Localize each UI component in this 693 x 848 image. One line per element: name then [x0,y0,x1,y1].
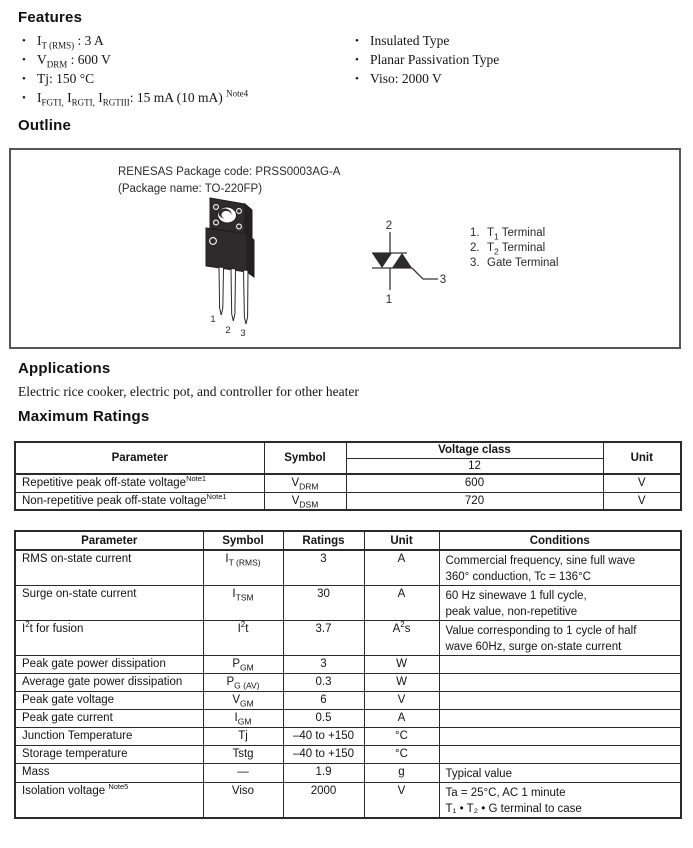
features-list-left [22,33,248,109]
rating-cell: –40 to +150 [283,728,364,746]
subscript: RGTIII [102,97,130,108]
text: Terminal [498,227,546,239]
param-cell [15,621,203,656]
text: : 600 V [67,52,111,67]
bullet-icon: • [355,35,359,47]
package-name-line: (Package name: TO-220FP) [118,183,263,195]
feature-item [22,33,248,52]
param-cell [15,492,264,510]
unit-cell: A [364,710,439,728]
text: Tstg [232,748,254,760]
text: 3. [470,257,480,269]
text: T [487,242,495,254]
condition-line: T₁ • T₂ • G terminal to case [445,803,582,815]
subscript: DRM [46,59,68,70]
text: P [232,658,240,670]
feature-item [22,52,248,71]
applications-heading: Applications [18,360,111,377]
gate-lead [412,268,438,279]
text: Storage temperature [22,748,128,760]
outline-box [9,148,681,349]
rating-cell: –40 to +150 [283,746,364,764]
rating-cell: 2000 [283,783,364,819]
table-row [15,492,681,510]
feature-item [355,52,499,71]
unit-cell: g [364,764,439,783]
symbol-cell [203,728,283,746]
feature-text [37,71,94,87]
text: Gate Terminal [487,257,559,269]
feature-text [37,52,111,68]
table-row [15,710,681,728]
subscript: G (AV) [234,680,260,691]
rating-cell: 0.5 [283,710,364,728]
col-header-parameter: Parameter [15,531,203,550]
text: Mass [22,766,50,778]
text: I [94,90,103,105]
feature-text [37,33,104,49]
text: I [234,712,238,724]
param-cell [15,656,203,674]
bullet-icon: • [22,73,26,85]
col-header-unit: Unit [364,531,439,550]
gate-label: 3 [439,274,447,286]
feature-item [22,71,248,90]
rating-cell: 6 [283,692,364,710]
rating-cell: 3.7 [283,621,364,656]
voltage-class-value: 12 [346,458,603,474]
param-cell [15,764,203,783]
bullet-icon: • [22,92,26,104]
text: : 3 A [74,33,104,48]
conditions-cell [439,586,681,621]
bullet-icon: • [355,54,359,66]
conditions-cell [439,621,681,656]
feature-text: Insulated Type [370,33,450,48]
text: t for fusion [29,623,84,635]
text: Viso [231,785,255,797]
text: : 15 mA (10 mA) [129,90,227,105]
condition-line: Value corresponding to 1 cycle of half [445,625,637,637]
col-header-symbol: Symbol [203,531,283,550]
text: s [404,623,411,635]
text: I [232,588,236,600]
conditions-cell [439,656,681,674]
pin-3 [244,270,249,324]
package-drawing [196,190,258,342]
text: 2. [470,242,480,254]
bullet-icon: • [22,35,26,47]
features-heading: Features [18,9,83,26]
symbol-cell [203,764,283,783]
text: Repetitive peak off-state voltage [22,477,187,490]
table-row [15,621,681,656]
text: Terminal [498,242,546,254]
subscript: T (RMS) [41,40,75,51]
exponent: 2 [240,620,246,630]
condition-line: Typical value [445,768,512,780]
text: 1. [470,227,480,239]
subscript: GM [239,698,254,709]
subscript: T (RMS) [228,557,261,568]
conditions-cell [439,764,681,783]
rating-cell: 1.9 [283,764,364,783]
text: I [225,553,229,565]
unit-cell [364,621,439,656]
subscript: RGTI, [71,97,95,108]
conditions-cell [439,728,681,746]
feature-text: Planar Passivation Type [370,52,500,67]
conditions-cell [439,746,681,764]
subscript: DSM [299,499,319,510]
param-cell [15,710,203,728]
rating-cell: 3 [283,656,364,674]
symbol-cell [203,674,283,692]
unit-cell: V [364,692,439,710]
note-superscript: Note1 [186,474,207,484]
conditions-cell [439,692,681,710]
feature-text: Viso: 2000 V [370,71,442,86]
exponent: 2 [25,620,30,630]
maximum-ratings-table [14,530,682,819]
text: Peak gate power dissipation [22,658,166,670]
bullet-icon: • [22,54,26,66]
condition-line: peak value, non-repetitive [445,606,578,618]
triangle-down [372,253,392,268]
text: V [232,694,240,706]
col-header-ratings: Ratings [283,531,364,550]
subscript: DRM [299,481,319,492]
value-cell: 600 [346,474,603,492]
text: Tj: 150 °C [37,71,95,86]
col-header-voltage-class: Voltage class [346,442,603,458]
text: I [63,90,72,105]
rating-cell: 3 [283,550,364,586]
rating-cell: 30 [283,586,364,621]
text: P [226,676,235,688]
unit-cell: V [364,783,439,819]
text: I [22,623,26,635]
unit-cell: V [603,474,681,492]
voltage-class-table [14,441,682,511]
text: Average gate power dissipation [22,676,183,688]
condition-line: wave 60Hz, surge on-state current [445,641,622,653]
text: I [37,90,42,105]
table-row [15,783,681,819]
table-row [15,764,681,783]
text: Tj [238,730,248,742]
subscript: 2 [494,246,499,257]
condition-line: Commercial frequency, sine full wave [445,555,636,567]
condition-line: 60 Hz sinewave 1 full cycle, [445,590,587,602]
terminal-legend-item [470,256,558,271]
feature-item [355,71,499,90]
param-cell [15,728,203,746]
terminal-2-label: 2 [385,220,393,232]
text: RMS on-state current [22,553,132,565]
unit-cell [364,586,439,621]
text: Junction Temperature [22,730,133,742]
text: V [37,52,47,67]
text: V [291,477,300,490]
symbol-cell [203,746,283,764]
unit-cell: °C [364,746,439,764]
terminal-legend [470,226,558,271]
unit-cell: V [603,492,681,510]
bullet-icon: • [355,73,359,85]
text: Peak gate current [22,712,113,724]
feature-item [355,33,499,52]
text: I [37,33,42,48]
value-cell: 720 [346,492,603,510]
subscript: GM [239,662,254,673]
text: Peak gate voltage [22,694,115,706]
applications-body: Electric rice cooker, electric pot, and controller for other heater [18,384,359,399]
condition-line: Ta = 25°C, AC 1 minute [445,787,566,799]
conditions-cell [439,783,681,819]
unit-cell: W [364,656,439,674]
param-cell [15,692,203,710]
unit-cell: °C [364,728,439,746]
terminal-1-label: 1 [385,294,393,306]
package-body [206,228,247,272]
pin-label: 1 [210,314,216,325]
exponent: 2 [400,620,405,630]
text: V [291,494,300,507]
unit-cell [364,550,439,586]
conditions-cell [439,674,681,692]
pin-label: 3 [240,328,246,339]
param-cell [15,550,203,586]
symbol-cell [203,692,283,710]
symbol-cell [203,656,283,674]
conditions-cell [439,710,681,728]
maximum-ratings-heading: Maximum Ratings [18,408,150,425]
text: A [397,553,406,565]
triac-symbol-icon [360,215,450,307]
symbol-cell [203,710,283,728]
text: Non-repetitive peak off-state voltage [22,494,207,507]
symbol-cell [203,621,283,656]
table-row [15,674,681,692]
table-row [15,550,681,586]
terminal-legend-item [470,226,558,241]
note-superscript: Note5 [108,782,129,792]
note-superscript: Note1 [206,492,227,501]
table-row [15,746,681,764]
param-cell [15,674,203,692]
param-cell [15,474,264,492]
param-cell [15,746,203,764]
text: — [237,766,249,778]
pin-label: 2 [225,325,231,336]
param-cell [15,783,203,819]
pin-1 [219,267,224,315]
col-header-symbol: Symbol [264,442,346,474]
text: A [397,588,406,600]
features-list-right [355,33,499,90]
superscript: Note4 [226,88,249,99]
feature-item [22,90,248,109]
symbol-cell [203,550,283,586]
table-row [15,656,681,674]
text: T [487,227,495,239]
outline-heading: Outline [18,117,72,134]
subscript: FGTI, [41,97,64,108]
col-header-conditions: Conditions [439,531,681,550]
symbol-cell [203,783,283,819]
subscript: GM [237,716,252,727]
terminal-legend-item [470,241,558,256]
pin-2 [231,269,236,322]
table-row [15,474,681,492]
unit-cell: W [364,674,439,692]
table-row [15,692,681,710]
triangle-up [392,253,412,268]
text: Isolation voltage [22,785,109,797]
condition-line: 360° conduction, Tc = 136°C [445,571,591,583]
col-header-parameter: Parameter [15,442,264,474]
text: I [237,623,241,635]
text: A [392,623,401,635]
text: t [245,623,249,635]
feature-text [37,90,248,106]
conditions-cell [439,550,681,586]
col-header-unit: Unit [603,442,681,474]
package-code-line: RENESAS Package code: PRSS0003AG-A [118,166,341,178]
symbol-cell [264,474,346,492]
param-cell [15,586,203,621]
rating-cell: 0.3 [283,674,364,692]
subscript: 1 [494,231,499,242]
symbol-cell [264,492,346,510]
subscript: TSM [235,592,254,603]
symbol-cell [203,586,283,621]
text: Surge on-state current [22,588,137,600]
table-row [15,728,681,746]
table-row [15,586,681,621]
